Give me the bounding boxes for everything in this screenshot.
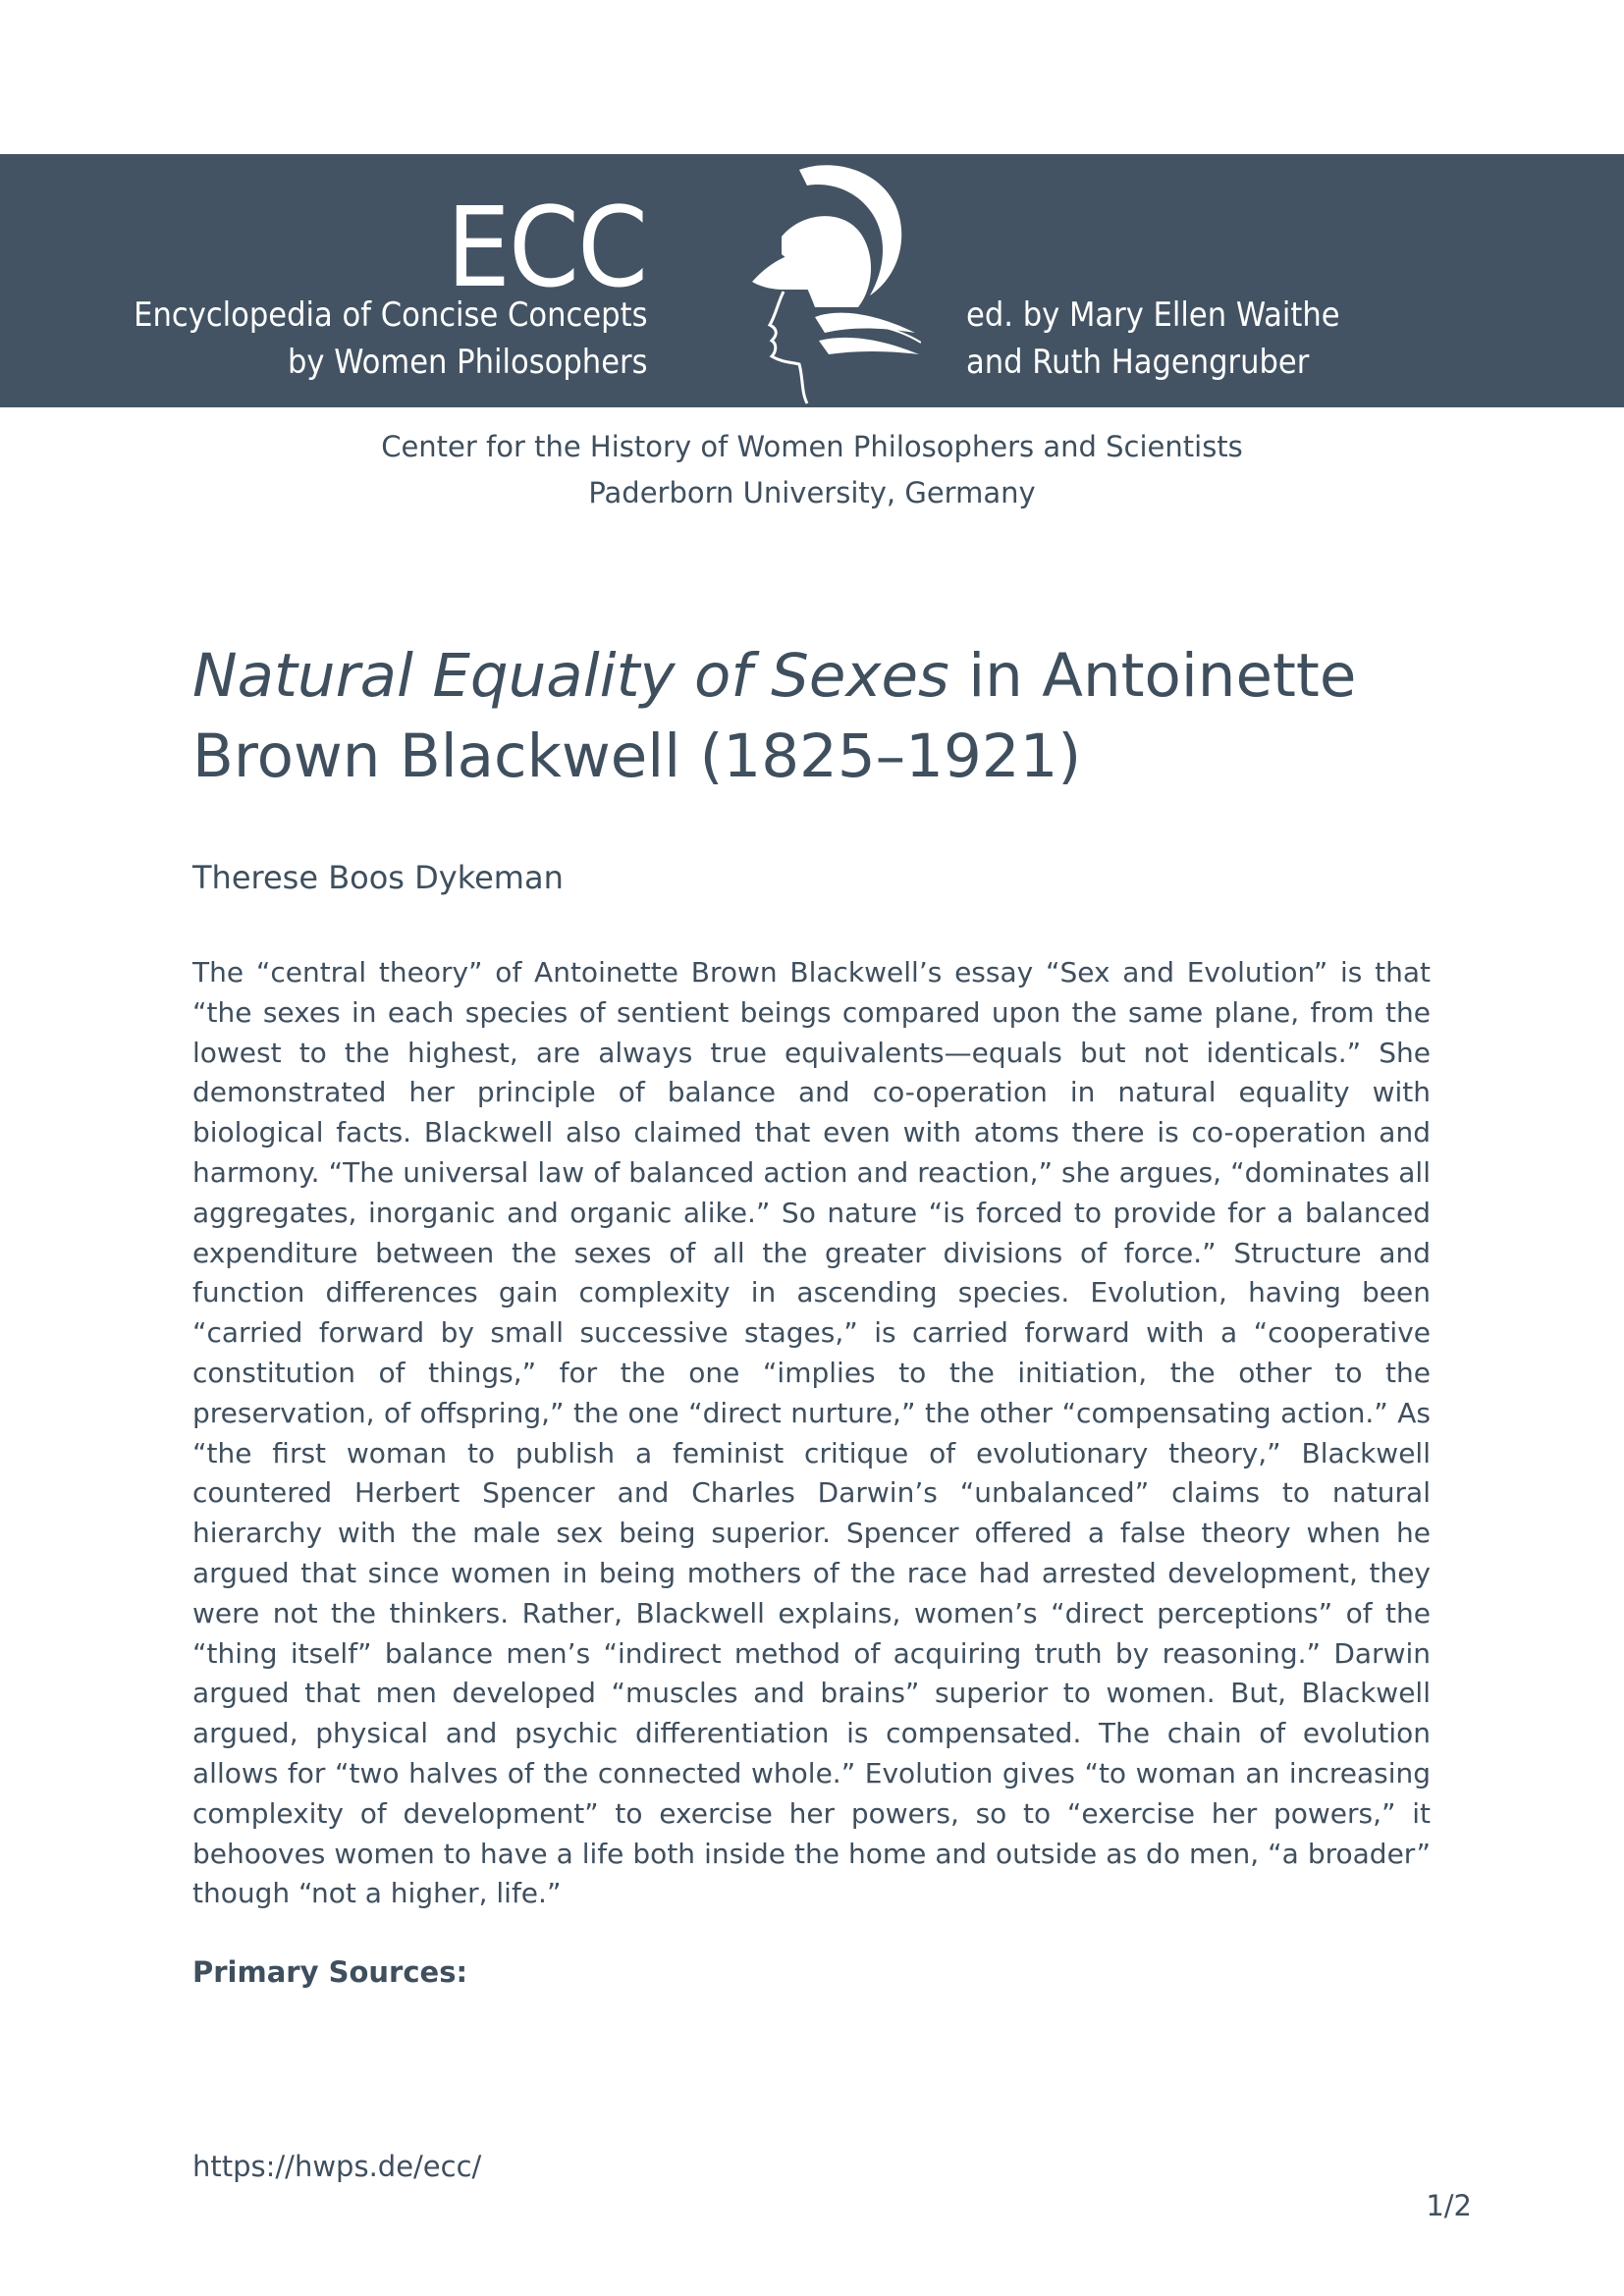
primary-sources-heading: Primary Sources:	[192, 1955, 468, 1989]
subtitle-line-2: by Women Philosophers	[288, 343, 648, 382]
institution-name: Center for the History of Women Philosophers and Scientists	[381, 430, 1243, 463]
title-rest: in Antoinette Brown Blackwell (1825–1921)	[192, 641, 1357, 791]
athena-helmet-logo	[713, 160, 921, 405]
editors	[966, 292, 1340, 386]
encyclopedia-subtitle	[135, 292, 648, 386]
institution-location: Paderborn University, Germany	[588, 476, 1036, 509]
title-italic-part: Natural Equality of Sexes	[192, 641, 949, 711]
ecc-logo-text: ECC	[446, 185, 646, 312]
subtitle-line-1: Encyclopedia of Concise Concepts	[134, 295, 648, 335]
article-body: The “central theory” of Antoinette Brown Blackwell’s essay “Sex and Evolution” is that “the sexes in each species of sentient beings compared upon the same plane, from the lowest to the highest, are always true equivalents—equals but not identicals.” She demonstrated her principle of balance and co-operation in natural equality with biological facts. Blackwell also claimed that even with atoms there is co-operation and harmony. “The universal law of balanced action and reaction,” she argues, “dominates all aggregates, inorganic and organic alike.” So nature “is forced to provide for a balanced expenditure between the sexes of all the greater divisions of force.” Structure and function differences gain complexity in ascending species. Evolution, having been “carried forward by small successive stages,” is carried forward with a “cooperative constitution of things,” for the one “implies to the initiation, the other to the preservation, of offspring,” the one “direct nurture,” the other “compensating action.” As “the first woman to publish a feminist critique of evolutionary theory,” Blackwell countered Herbert Spencer and Charles Darwin’s “unbalanced” claims to natural hierarchy with the male sex being superior. Spencer offered a false theory when he argued that since women in being mothers of the race had arrested development, they were not the thinkers. Rather, Blackwell explains, women’s “direct perceptions” of the “thing itself” balance men’s “indirect method of acquiring truth by reasoning.” Darwin argued that men developed “muscles and brains” superior to women. But, Blackwell argued, physical and psychic differentiation is compensated. The chain of evolution allows for “two halves of the connected whole.” Evolution gives “to woman an increasing complexity of development” to exercise her powers, so to “exercise her powers,” it behooves women to have a life both inside the home and outside as do men, “a broader” though “not a higher, life.”	[192, 956, 1431, 1910]
header-banner	[0, 154, 1624, 407]
editors-line-1: ed. by Mary Ellen Waithe	[966, 295, 1340, 335]
article-title	[192, 636, 1432, 797]
author-name: Therese Boos Dykeman	[192, 859, 564, 896]
footer-url[interactable]: https://hwps.de/ecc/	[192, 2150, 482, 2183]
editors-line-2: and Ruth Hagengruber	[966, 343, 1310, 382]
page-number: 1/2	[1426, 2189, 1472, 2222]
